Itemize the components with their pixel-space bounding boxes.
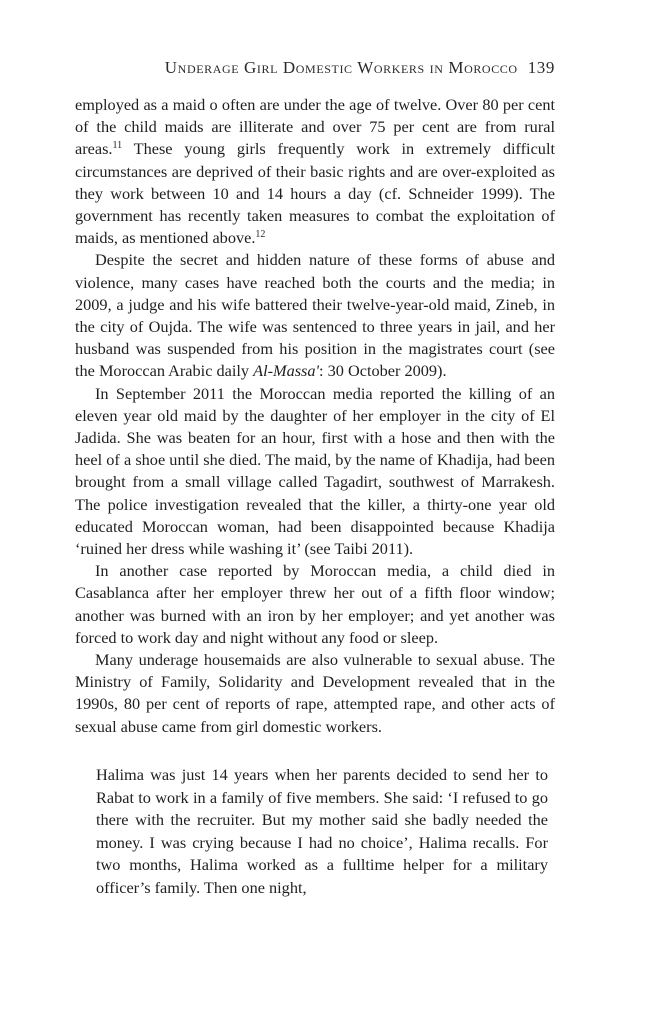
paragraph-2-text-b: : 30 October 2009). bbox=[319, 361, 447, 381]
newspaper-title: Al-Massa' bbox=[253, 361, 320, 381]
paragraph-4-text: In another case reported by Moroccan media, a child died in Casablanca after her employer threw her out of a fifth floor window; another was burned with an iron by her employer; and yet another was forced to work day and night without any food or sleep. bbox=[75, 561, 555, 647]
paragraph-4 bbox=[75, 560, 555, 649]
paragraph-2-text-a: Despite the secret and hidden nature of these forms of abuse and violence, many cases have reached both the courts and the media; in 2009, a judge and his wife battered their twelve-year-old maid, Zineb, in the city of Oujda. The wife was sentenced to three years in jail, and her husband was suspended from his position in the magistrates court (see the Moroccan Arabic daily bbox=[75, 250, 555, 381]
paragraph-5-text: Many underage housemaids are also vulnerable to sexual abuse. The Ministry of Family, Solidarity and Development revealed that in the 1990s, 80 per cent of reports of rape, attempted rape, and other acts of sexual abuse came from girl domestic workers. bbox=[75, 650, 555, 736]
running-head-title: Underage Girl Domestic Workers in Morocco bbox=[164, 58, 518, 77]
paragraph-1-text-b: These young girls frequently work in extremely difficult circumstances are deprived of their basic rights and are over-exploited as they work between 10 and 14 hours a day (cf. Schneider 1999). The government has recently taken measures to combat the exploitation of maids, as mentioned above. bbox=[75, 139, 555, 248]
paragraph-5 bbox=[75, 649, 555, 738]
paragraph-3-text: In September 2011 the Moroccan media reported the killing of an eleven year old maid by the daughter of her employer in the city of El Jadida. She was beaten for an hour, first with a hose and then with the heel of a shoe until she died. The maid, by the name of Khadija, had been brought from a small village called Tagadirt, southwest of Marrakesh. The police investigation revealed that the killer, a thirty-one year old educated Moroccan woman, had been disappointed because Khadija ‘ruined her dress while washing it’ (see Taibi 2011). bbox=[75, 383, 555, 559]
paragraph-1-text-a: employed as a maid o often are under the age of twelve. Over 80 per cent of the child maids are illiterate and over 75 per cent are from rural areas. bbox=[75, 95, 555, 159]
footnote-ref-12: 12 bbox=[255, 229, 266, 241]
paragraph-3 bbox=[75, 383, 555, 561]
paragraph-2 bbox=[75, 249, 555, 382]
page-number: 139 bbox=[527, 58, 555, 77]
running-head bbox=[75, 58, 555, 78]
paragraph-1 bbox=[75, 94, 555, 249]
body-text bbox=[75, 94, 555, 738]
footnote-ref-11: 11 bbox=[112, 140, 123, 152]
block-quote-text: Halima was just 14 years when her parents decided to send her to Rabat to work in a family of five members. She said: ‘I refused to go there with the recruiter. But my mother said she badly needed the money. I was crying because I had no choice’, Halima recalls. For two months, Halima worked as a fulltime helper for a military officer’s family. Then one night, bbox=[96, 765, 548, 897]
block-quote bbox=[96, 764, 548, 899]
